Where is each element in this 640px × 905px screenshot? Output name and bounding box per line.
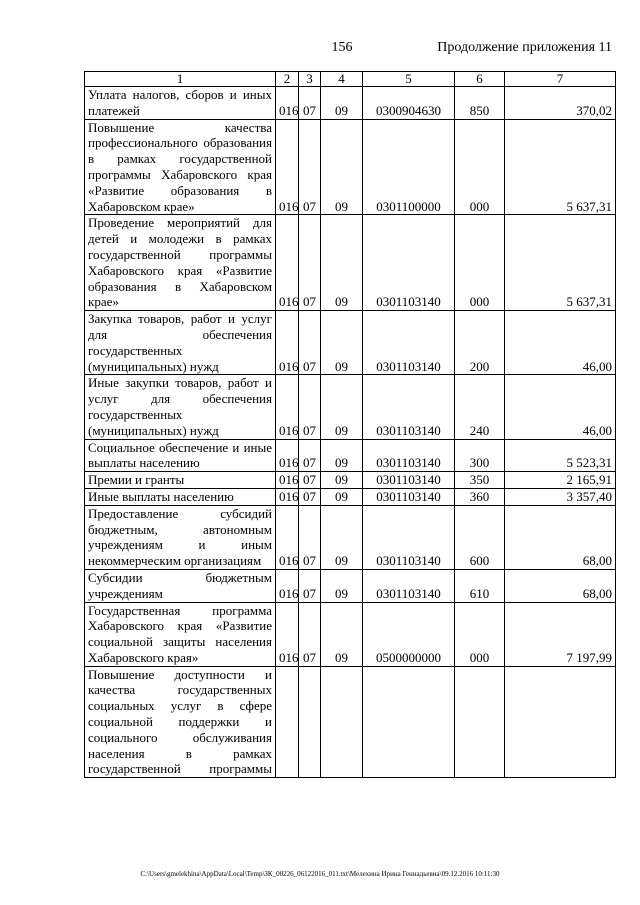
table-row — [85, 439, 616, 472]
cell-amount: 46,00 — [505, 311, 616, 375]
page-number: 156 — [331, 40, 353, 55]
cell-code-5: 0301103140 — [363, 311, 455, 375]
row-name: Проведение мероприятий для детей и молодежи в рамках государственной программы Хабаровского края «Развитие образования в Хабаровском крае» — [85, 215, 276, 311]
column-header: 7 — [505, 72, 616, 87]
row-name: Субсидии бюджетным учреждениям — [85, 569, 276, 602]
cell-code-2: 016 — [276, 87, 299, 120]
column-header: 6 — [455, 72, 505, 87]
cell-code-6: 300 — [455, 439, 505, 472]
cell-code-5: 0301100000 — [363, 119, 455, 215]
cell-code-6: 610 — [455, 569, 505, 602]
cell-code-6: 000 — [455, 215, 505, 311]
cell-amount: 68,00 — [505, 505, 616, 569]
cell-code-3: 07 — [299, 311, 321, 375]
cell-code-2 — [276, 666, 299, 778]
table-row — [85, 505, 616, 569]
column-header: 2 — [276, 72, 299, 87]
table-row — [85, 215, 616, 311]
row-name: Предоставление субсидий бюджетным, автономным учреждениям и иным некоммерческим организациям — [85, 505, 276, 569]
cell-code-5: 0301103140 — [363, 472, 455, 489]
row-name: Премии и гранты — [85, 472, 276, 489]
table-row — [85, 119, 616, 215]
cell-amount: 2 165,91 — [505, 472, 616, 489]
cell-code-4: 09 — [321, 569, 363, 602]
cell-code-5: 0301103140 — [363, 488, 455, 505]
column-header: 3 — [299, 72, 321, 87]
cell-code-2: 016 — [276, 602, 299, 666]
cell-code-4: 09 — [321, 505, 363, 569]
cell-code-6: 350 — [455, 472, 505, 489]
cell-code-3: 07 — [299, 215, 321, 311]
column-header: 4 — [321, 72, 363, 87]
cell-code-2: 016 — [276, 439, 299, 472]
cell-code-2: 016 — [276, 505, 299, 569]
cell-code-5: 0301103140 — [363, 215, 455, 311]
cell-code-6: 000 — [455, 602, 505, 666]
table-row — [85, 666, 616, 778]
cell-code-5: 0301103140 — [363, 505, 455, 569]
cell-code-4: 09 — [321, 488, 363, 505]
cell-code-4: 09 — [321, 472, 363, 489]
cell-code-5 — [363, 666, 455, 778]
header-row — [85, 72, 616, 87]
cell-code-2: 016 — [276, 375, 299, 439]
cell-amount: 7 197,99 — [505, 602, 616, 666]
cell-code-4: 09 — [321, 375, 363, 439]
table-row — [85, 569, 616, 602]
cell-code-5: 0301103140 — [363, 375, 455, 439]
cell-code-3: 07 — [299, 472, 321, 489]
cell-code-2: 016 — [276, 311, 299, 375]
cell-code-6: 200 — [455, 311, 505, 375]
cell-code-4: 09 — [321, 439, 363, 472]
row-name: Закупка товаров, работ и услуг для обеспечения государственных (муниципальных) нужд — [85, 311, 276, 375]
cell-code-3: 07 — [299, 439, 321, 472]
table-row — [85, 472, 616, 489]
cell-code-3 — [299, 666, 321, 778]
table-row — [85, 87, 616, 120]
cell-code-4 — [321, 666, 363, 778]
cell-amount: 68,00 — [505, 569, 616, 602]
cell-amount: 370,02 — [505, 87, 616, 120]
cell-code-3: 07 — [299, 375, 321, 439]
cell-code-2: 016 — [276, 472, 299, 489]
table-row — [85, 311, 616, 375]
cell-amount: 5 637,31 — [505, 119, 616, 215]
cell-code-4: 09 — [321, 215, 363, 311]
cell-code-6: 240 — [455, 375, 505, 439]
cell-code-4: 09 — [321, 602, 363, 666]
cell-code-6: 000 — [455, 119, 505, 215]
cell-code-6: 850 — [455, 87, 505, 120]
cell-code-5: 0301103140 — [363, 439, 455, 472]
row-name: Социальное обеспечение и иные выплаты населению — [85, 439, 276, 472]
cell-code-6 — [455, 666, 505, 778]
cell-code-3: 07 — [299, 119, 321, 215]
cell-code-3: 07 — [299, 87, 321, 120]
row-name: Повышение качества профессионального образования в рамках государственной программы Хабаровского края «Развитие образования в Хабаровском крае» — [85, 119, 276, 215]
cell-code-3: 07 — [299, 505, 321, 569]
table-row — [85, 488, 616, 505]
cell-code-3: 07 — [299, 569, 321, 602]
cell-code-2: 016 — [276, 215, 299, 311]
cell-amount: 46,00 — [505, 375, 616, 439]
column-header: 1 — [85, 72, 276, 87]
cell-code-2: 016 — [276, 488, 299, 505]
cell-code-2: 016 — [276, 569, 299, 602]
row-name: Уплата налогов, сборов и иных платежей — [85, 87, 276, 120]
cell-code-2: 016 — [276, 119, 299, 215]
cell-code-4: 09 — [321, 87, 363, 120]
table-row — [85, 375, 616, 439]
row-name: Государственная программа Хабаровского края «Развитие социальной защиты населения Хабаровского края» — [85, 602, 276, 666]
budget-table — [84, 71, 616, 778]
row-name: Иные выплаты населению — [85, 488, 276, 505]
cell-code-4: 09 — [321, 311, 363, 375]
file-path-footer: C:\Users\gmelekhina\AppData\Local\Temp\ЗК_00226_06122016_011.txt\Мелехина Ирина Геннадьевна\09.12.2016 10:11:30 — [140, 870, 500, 878]
cell-code-5: 0301103140 — [363, 569, 455, 602]
cell-amount: 5 637,31 — [505, 215, 616, 311]
table-row — [85, 602, 616, 666]
cell-amount — [505, 666, 616, 778]
cell-code-5: 0500000000 — [363, 602, 455, 666]
continuation-title: Продолжение приложения 11 — [437, 40, 612, 55]
cell-code-3: 07 — [299, 602, 321, 666]
cell-amount: 3 357,40 — [505, 488, 616, 505]
cell-code-3: 07 — [299, 488, 321, 505]
cell-code-4: 09 — [321, 119, 363, 215]
column-header: 5 — [363, 72, 455, 87]
row-name: Иные закупки товаров, работ и услуг для обеспечения государственных (муниципальных) нужд — [85, 375, 276, 439]
cell-amount: 5 523,31 — [505, 439, 616, 472]
cell-code-6: 360 — [455, 488, 505, 505]
cell-code-5: 0300904630 — [363, 87, 455, 120]
row-name: Повышение доступности и качества государственных социальных услуг в сфере социальной поддержки и социального обслуживания населения в рамках государственной программы — [85, 666, 276, 778]
cell-code-6: 600 — [455, 505, 505, 569]
